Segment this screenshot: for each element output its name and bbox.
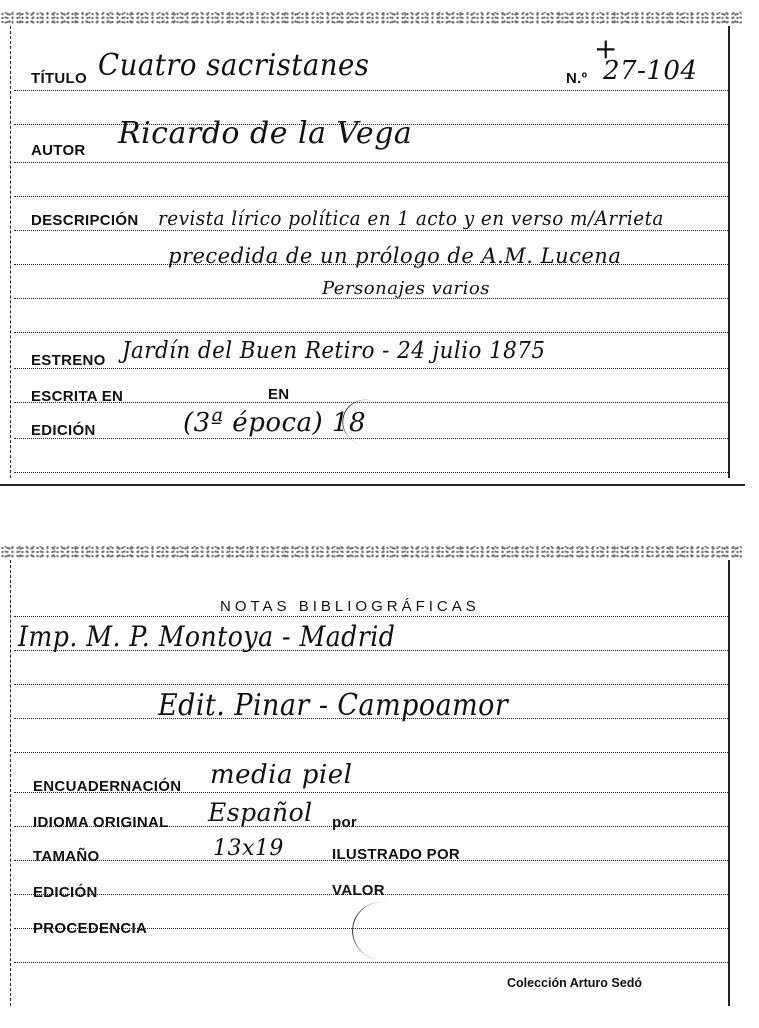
ilustrado-label: ILUSTRADO POR	[332, 846, 461, 863]
numero-value: 27-104	[603, 56, 698, 86]
estreno-value: Jardín del Buen Retiro - 24 julio 1875	[122, 338, 546, 364]
por-label: por	[332, 814, 358, 831]
rule-line	[14, 162, 728, 163]
collection-credit: Colección Arturo Sedó	[507, 976, 642, 990]
titulo-label: TÍTULO	[31, 70, 87, 87]
titulo-value: Cuatro sacristanes	[98, 48, 370, 83]
descripcion-line-1: revista lírico política en 1 acto y en verso m/Arrieta	[158, 206, 664, 230]
descripcion-label: DESCRIPCIÓN	[31, 212, 139, 229]
edicion-label: EDICIÓN	[31, 422, 96, 439]
estreno-label: ESTRENO	[31, 352, 106, 369]
tamano-value: 13x19	[213, 836, 284, 861]
autor-value: Ricardo de la Vega	[118, 116, 413, 151]
catalog-card-bottom	[0, 546, 742, 1016]
card-edge-texture	[0, 12, 742, 24]
tamano-label: TAMAÑO	[33, 848, 100, 865]
en-label: EN	[268, 386, 290, 403]
catalog-card-top	[0, 12, 742, 488]
numero-label: N.º	[566, 70, 588, 87]
rule-line	[14, 472, 728, 473]
rule-line	[14, 196, 728, 197]
idioma-value: Español	[208, 798, 313, 827]
rule-line	[14, 332, 728, 333]
descripcion-line-2: precedida de un prólogo de A.M. Lucena	[168, 244, 622, 268]
rule-line	[14, 616, 728, 617]
card-separator	[0, 484, 745, 486]
rule-line	[14, 90, 728, 91]
rule-line	[14, 752, 728, 753]
notes-line-2: Edit. Pinar - Campoamor	[158, 688, 509, 723]
rule-line	[14, 962, 728, 963]
escrita-label: ESCRITA EN	[31, 388, 124, 405]
notes-line-1: Imp. M. P. Montoya - Madrid	[18, 620, 396, 653]
descripcion-line-3: Personajes varios	[322, 278, 490, 299]
procedencia-label: PROCEDENCIA	[33, 920, 148, 937]
numero-mark: +	[594, 32, 618, 65]
autor-label: AUTOR	[31, 142, 86, 159]
rule-line	[14, 230, 728, 231]
idioma-label: IDIOMA ORIGINAL	[33, 814, 169, 831]
encuadernacion-value: media piel	[210, 760, 353, 790]
notas-heading: NOTAS BIBLIOGRÁFICAS	[220, 598, 480, 615]
edicion-label-bottom: EDICIÓN	[33, 884, 98, 901]
rule-line	[14, 368, 728, 369]
encuadernacion-label: ENCUADERNACIÓN	[33, 778, 182, 795]
edicion-value: (3ª época) 18	[183, 408, 367, 438]
rule-line	[14, 684, 728, 685]
card-edge-texture	[0, 546, 742, 558]
valor-label: VALOR	[332, 882, 385, 899]
